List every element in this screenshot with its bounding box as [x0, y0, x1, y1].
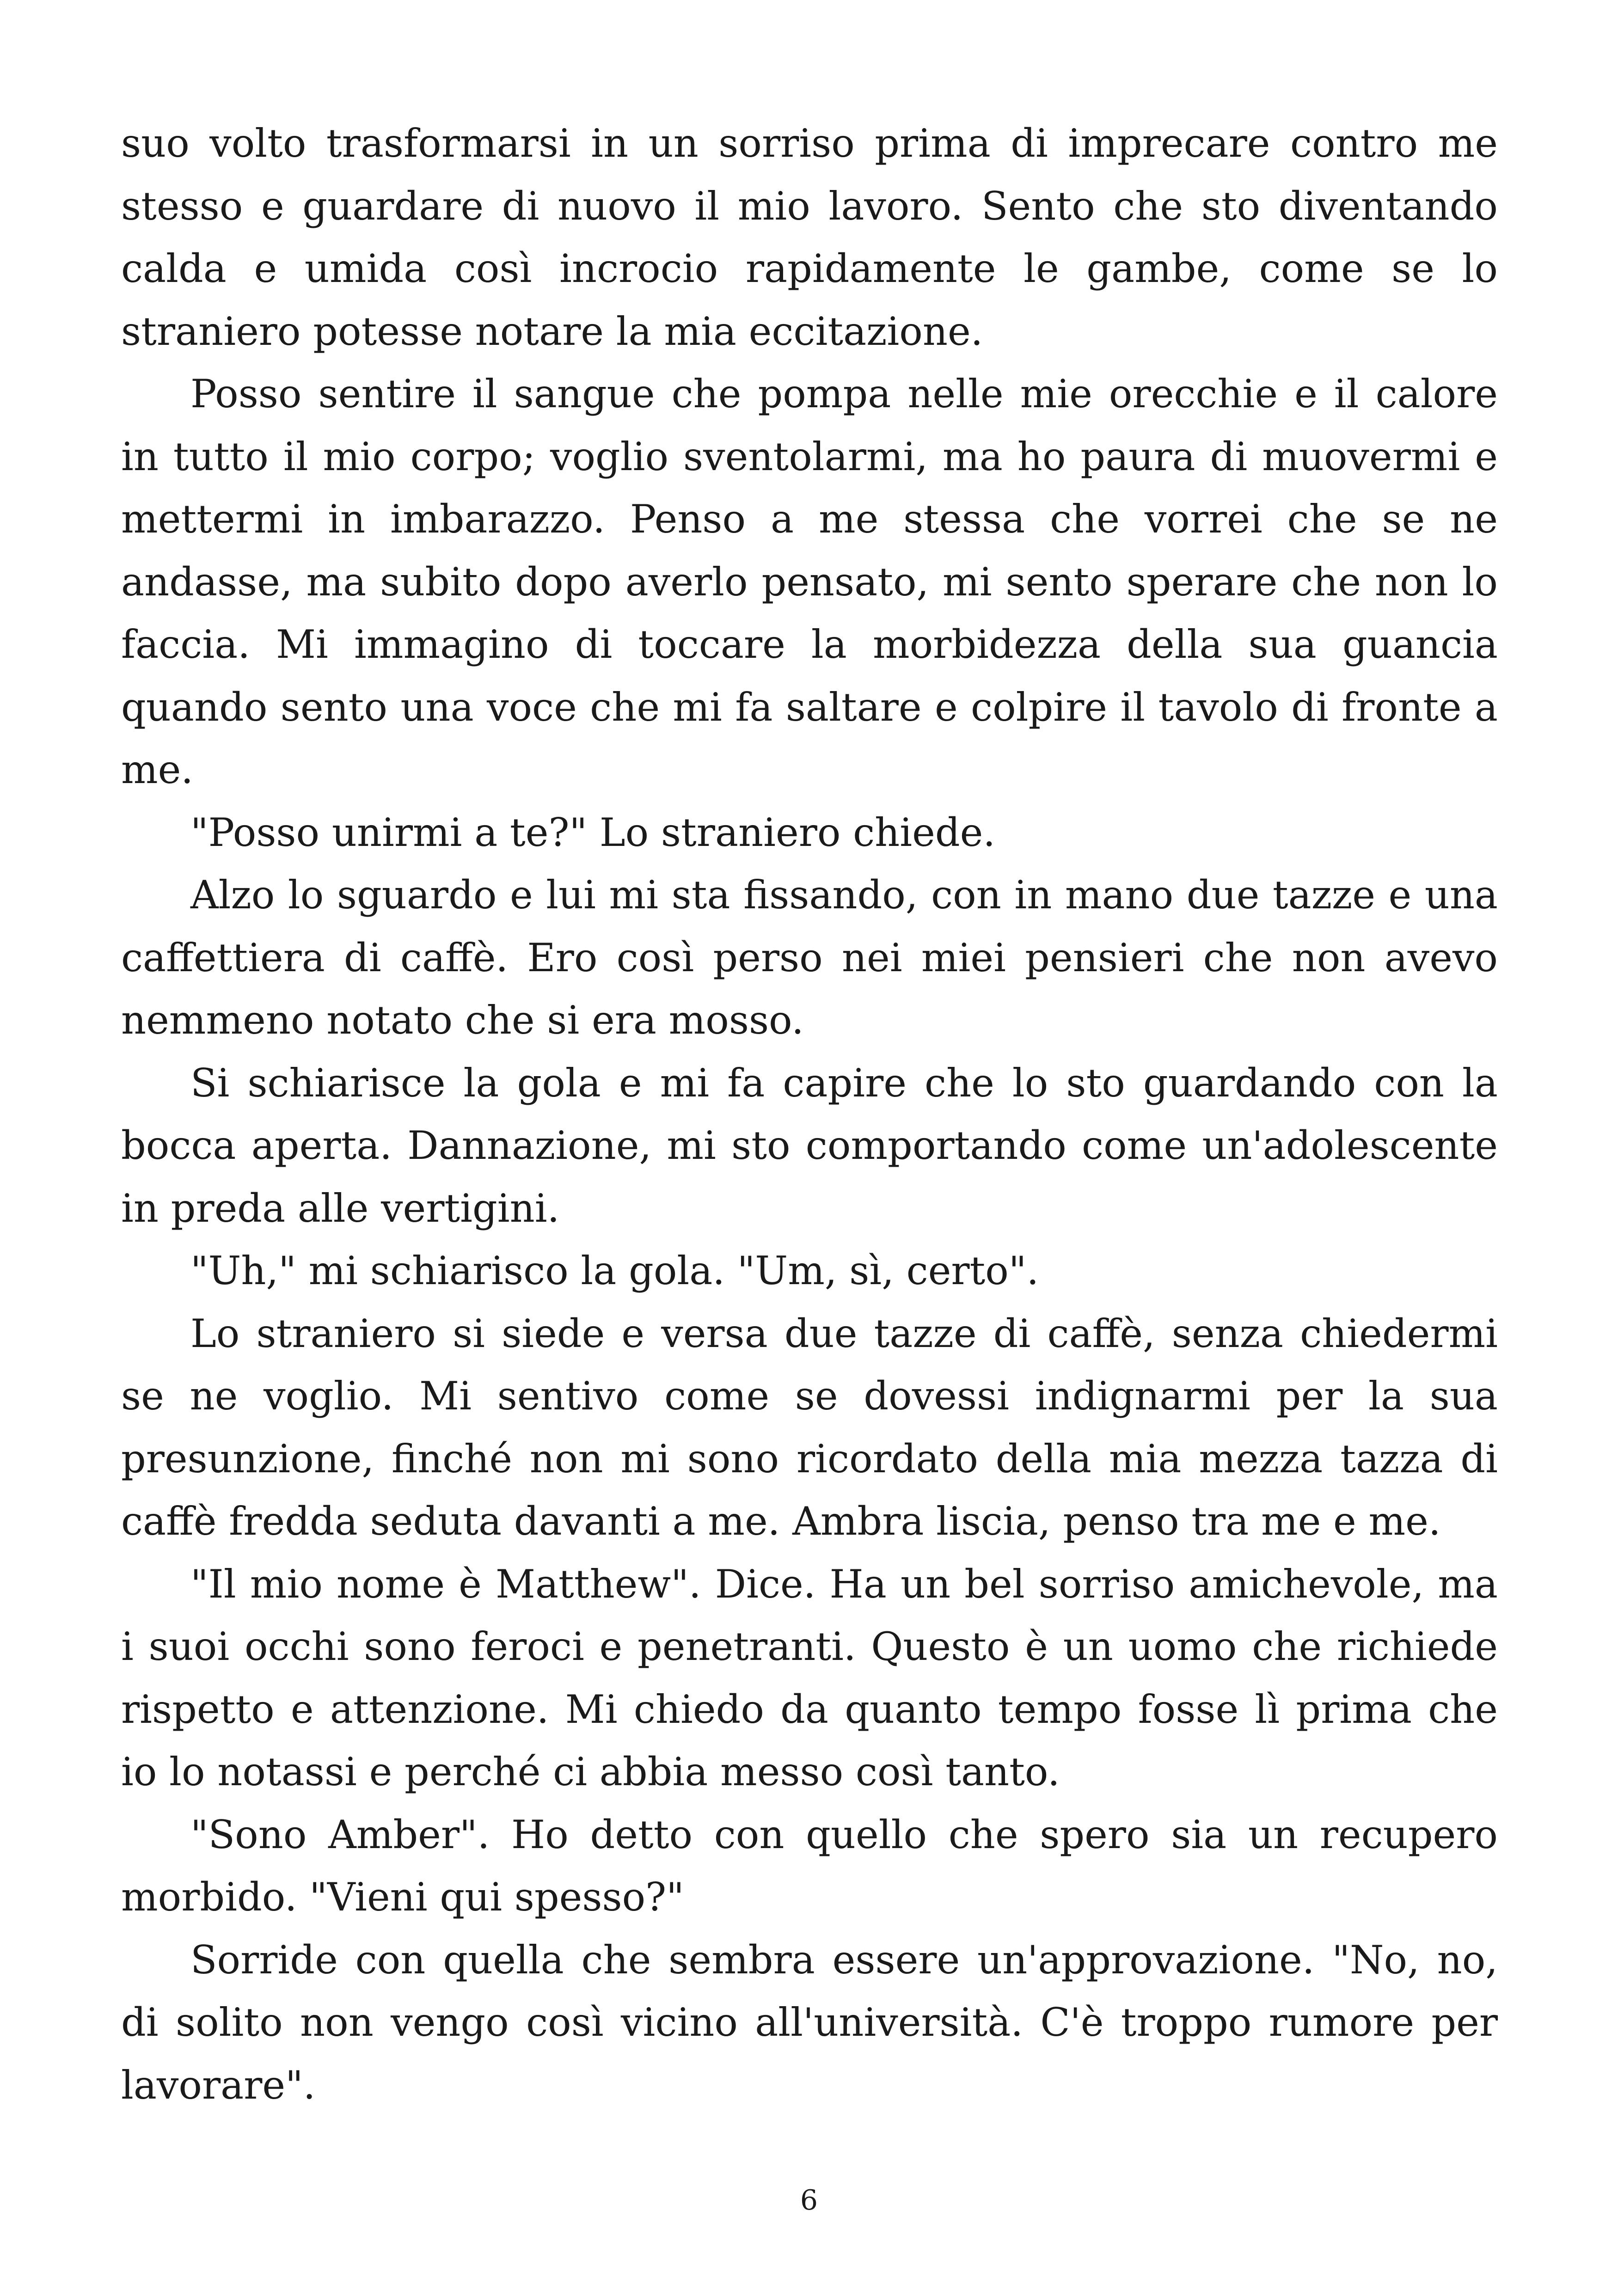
paragraph-10: Sorride con quella che sembra essere un'approvazione. "No, no, di solito non vengo così vicino all'università. C'è troppo rumore per lavorare". — [121, 1937, 1498, 2108]
page-number: 6 — [800, 2184, 818, 2216]
paragraph-7: Lo straniero si siede e versa due tazze di caffè, senza chiedermi se ne voglio. Mi sentivo come se dovessi indignarmi per la sua presunzione, finché non mi sono ricordato della mia mezza tazza di caffè fredda seduta davanti a me. Ambra liscia, penso tra me e me. — [121, 1310, 1498, 1544]
body-text — [121, 112, 1498, 2117]
paragraph-9: "Sono Amber". Ho detto con quello che spero sia un recupero morbido. "Vieni qui spesso?" — [121, 1812, 1498, 1920]
paragraph-6: "Uh," mi schiarisco la gola. "Um, sì, certo". — [190, 1248, 1039, 1293]
paragraph-3: "Posso unirmi a te?" Lo straniero chiede. — [190, 809, 996, 855]
paragraph-8: "Il mio nome è Matthew". Dice. Ha un bel sorriso amichevole, ma i suoi occhi sono feroci e penetranti. Questo è un uomo che richiede rispetto e attenzione. Mi chiedo da quanto tempo fosse lì prima che io lo notassi e perché ci abbia messo così tanto. — [121, 1561, 1498, 1794]
paragraph-4: Alzo lo sguardo e lui mi sta fissando, con in mano due tazze e una caffettiera di caffè. Ero così perso nei miei pensieri che non avevo nemmeno notato che si era mosso. — [121, 872, 1498, 1043]
paragraph-5: Si schiarisce la gola e mi fa capire che lo sto guardando con la bocca aperta. Dannazione, mi sto comportando come un'adolescente in preda alle vertigini. — [121, 1060, 1498, 1231]
paragraph-1: suo volto trasformarsi in un sorriso prima di imprecare contro me stesso e guardare di nuovo il mio lavoro. Sento che sto diventando calda e umida così incrocio rapidamente le gambe, come se lo straniero potesse notare la mia eccitazione. — [121, 121, 1498, 354]
paragraph-2: Posso sentire il sangue che pompa nelle mie orecchie e il calore in tutto il mio corpo; voglio sventolarmi, ma ho paura di muovermi e mettermi in imbarazzo. Penso a me stessa che vorrei che se ne andasse, ma subito dopo averlo pensato, mi sento sperare che non lo faccia. Mi immagino di toccare la morbidezza della sua guancia quando sento una voce che mi fa saltare e colpire il tavolo di fronte a me. — [121, 371, 1498, 792]
